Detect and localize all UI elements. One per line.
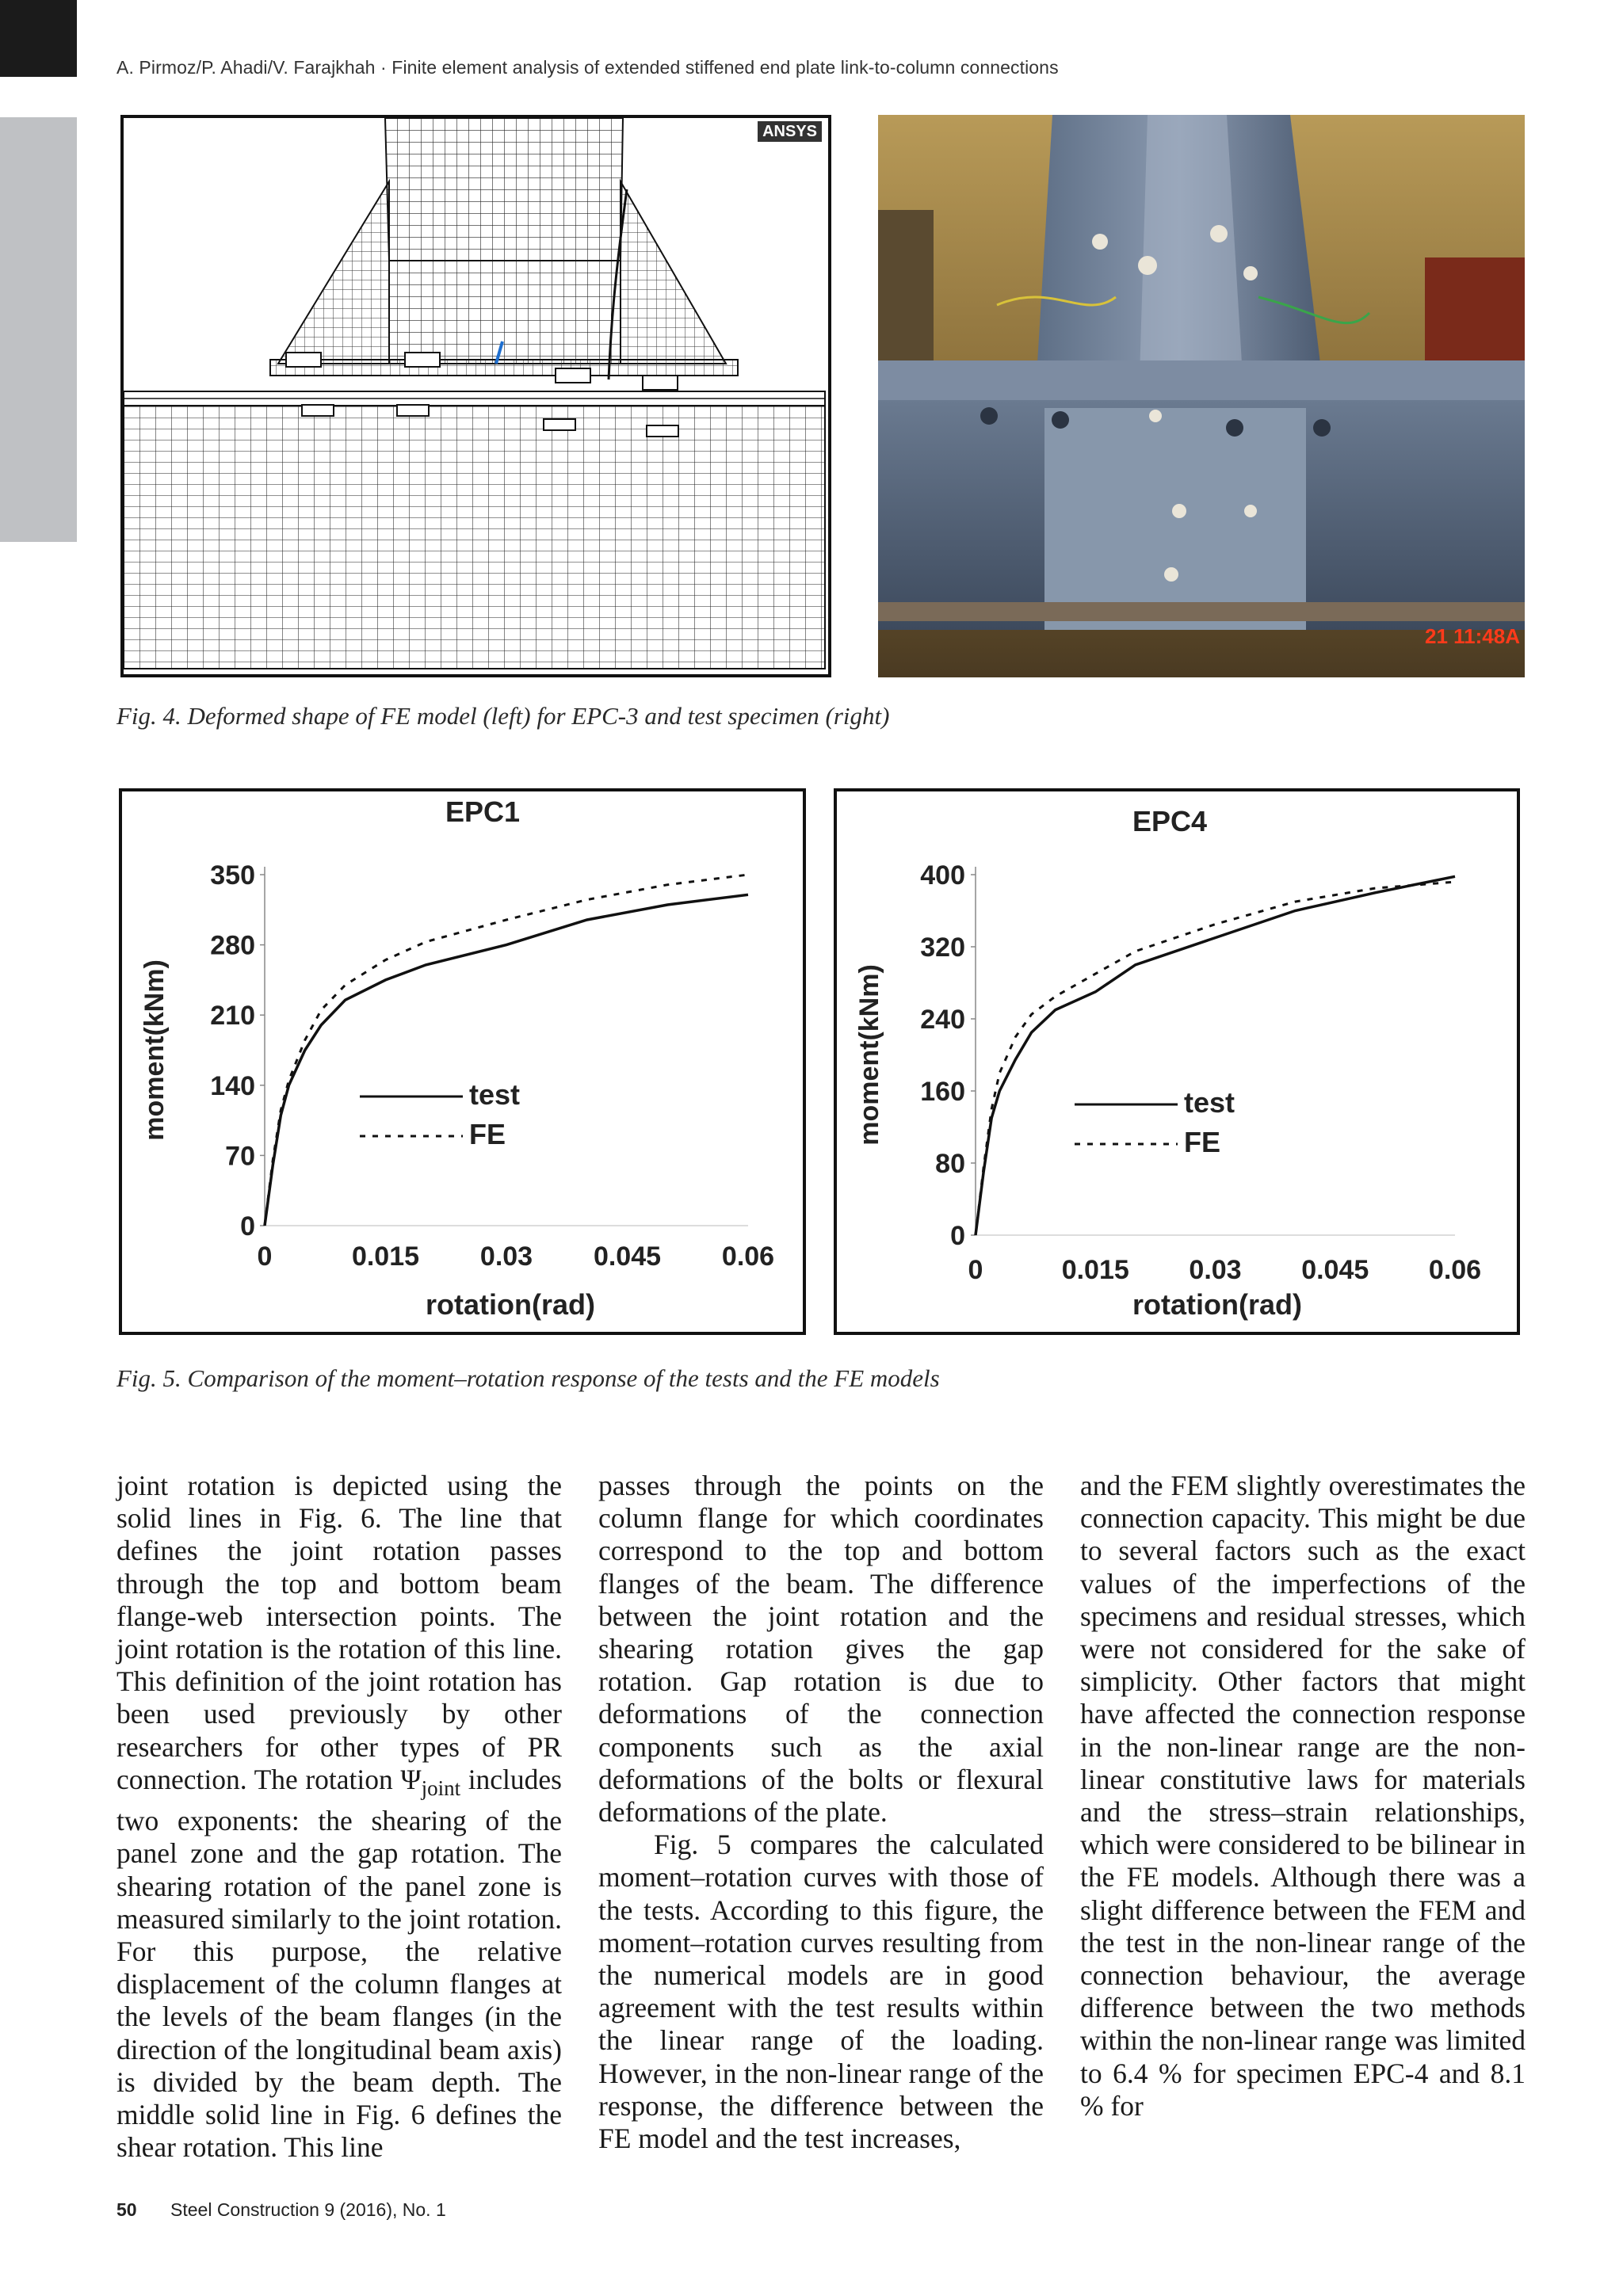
x-tick-label: 0.015 — [351, 1241, 420, 1272]
x-tick-label: 0.045 — [1301, 1255, 1369, 1285]
series-line-test — [976, 876, 1455, 1235]
y-tick-label: 400 — [920, 860, 965, 891]
text-run: includes two exponents: the shearing of the panel zone and the gap rotation. The shearing rotation of the panel zone is measured similarly to the joint rotation. For this purpose, the relative displacement of the column flanges at the levels of the beam flanges (in the direction of the longitudinal beam axis) is divided by the beam depth. The middle solid line in Fig. 6 defines the shear rotation. This line — [116, 1763, 562, 2164]
specimen-photo-drawing — [878, 115, 1525, 677]
y-tick-label: 240 — [920, 1005, 965, 1035]
y-tick-label: 350 — [210, 860, 255, 891]
y-tick-label: 0 — [240, 1211, 255, 1241]
x-tick-label: 0.03 — [479, 1241, 533, 1272]
x-tick-label: 0.015 — [1061, 1255, 1129, 1285]
paragraph: passes through the points on the column flange for which coordinates correspond to the top and bottom flanges of the beam. The difference between the joint rotation and the shearing rotation gives the gap rotation. Gap rotation is due to deformations of the connection components such as the axial deformations of the bolts or flexural deformations of the plate. — [598, 1470, 1044, 1829]
fe-model-figure — [120, 115, 831, 677]
x-axis-label: rotation(rad) — [1132, 1288, 1302, 1321]
running-head: A. Pirmoz/P. Ahadi/V. Farajkhah · Finite element analysis of extended stiffened end plate link-to-column connections — [116, 57, 1059, 78]
x-axis-label: rotation(rad) — [426, 1288, 595, 1321]
y-axis-label: moment(kNm) — [139, 959, 170, 1141]
y-tick-label: 0 — [950, 1221, 965, 1251]
side-thumb-bar — [0, 117, 77, 542]
x-tick-label: 0.06 — [1428, 1255, 1482, 1285]
paragraph: and the FEM slightly overestimates the connection capacity. This might be due to several factors such as the exact values of the imperfections of the specimens and residual stresses, which were not considered for the sake of simplicity. Other factors that might have affected the connection response in the non-linear range are the non-linear constitutive laws for materials and the stress–strain relationships, which were considered to be bilinear in the FE models. Although there was a slight difference between the FEM and the test in the non-linear range of the connection behaviour, the average difference between the two methods within the non-linear range was limited to 6.4 % for specimen EPC-4 and 8.1 % for — [1080, 1470, 1526, 2122]
series-line-test — [265, 894, 748, 1226]
series-line-fe — [976, 882, 1455, 1235]
ansys-logo: ANSYS — [758, 121, 822, 142]
body-column-1 — [116, 1470, 562, 2164]
legend-label-fe: FE — [1184, 1126, 1221, 1158]
test-specimen-photo — [878, 115, 1525, 677]
y-tick-label: 320 — [920, 933, 965, 963]
legend-label-test: test — [469, 1078, 521, 1111]
journal-name: Steel Construction 9 (2016), No. 1 — [170, 2199, 446, 2220]
x-tick-label: 0 — [257, 1241, 273, 1272]
body-column-2 — [598, 1470, 1044, 2155]
chart-epc1-svg — [122, 791, 803, 1332]
chart-title: EPC4 — [1132, 805, 1208, 837]
x-tick-label: 0.03 — [1189, 1255, 1242, 1285]
y-tick-label: 160 — [920, 1077, 965, 1107]
fig5-caption: Fig. 5. Comparison of the moment–rotation response of the tests and the FE models — [116, 1364, 940, 1392]
chart-title: EPC1 — [445, 795, 521, 828]
y-tick-label: 80 — [935, 1149, 965, 1179]
y-tick-label: 280 — [210, 930, 255, 961]
fe-mesh-drawing — [124, 118, 828, 674]
y-tick-label: 210 — [210, 1001, 255, 1032]
photo-timestamp: 21 11:48A — [1425, 624, 1520, 648]
psi-symbol: Ψ — [400, 1763, 422, 1795]
legend-label-fe: FE — [469, 1118, 506, 1150]
x-tick-label: 0 — [968, 1255, 983, 1285]
chart-epc4 — [834, 788, 1520, 1335]
x-tick-label: 0.045 — [593, 1241, 662, 1272]
x-tick-label: 0.06 — [721, 1241, 775, 1272]
chart-epc4-svg — [837, 791, 1517, 1332]
subscript-joint: joint — [421, 1775, 461, 1800]
text-run: joint rotation is depicted using the solid lines in Fig. 6. The line that defines the joint rotation passes through the top and bottom beam flange-web intersection points. The joint rotation is the rotation of this line. This definition of the joint rotation has been used previously by other researchers for other types of PR connection. The rotation — [116, 1470, 562, 1795]
corner-tab — [0, 0, 77, 77]
y-axis-label: moment(kNm) — [854, 964, 884, 1146]
legend-label-test: test — [1184, 1086, 1235, 1119]
paragraph: Fig. 5 compares the calculated moment–rotation curves with those of the tests. According to this figure, the moment–rotation curves resulting from the numerical models are in good agreement with the test results within the linear range of the loading. However, in the non-linear range of the response, the difference between the FE model and the test increases, — [598, 1829, 1044, 2155]
paragraph — [116, 1470, 562, 2164]
series-line-fe — [265, 875, 748, 1226]
body-column-3 — [1080, 1470, 1526, 2122]
y-tick-label: 140 — [210, 1070, 255, 1101]
page-number: 50 — [116, 2199, 137, 2220]
y-tick-label: 70 — [225, 1141, 255, 1172]
chart-epc1 — [119, 788, 806, 1335]
fig4-caption: Fig. 4. Deformed shape of FE model (left) for EPC-3 and test specimen (right) — [116, 702, 890, 730]
